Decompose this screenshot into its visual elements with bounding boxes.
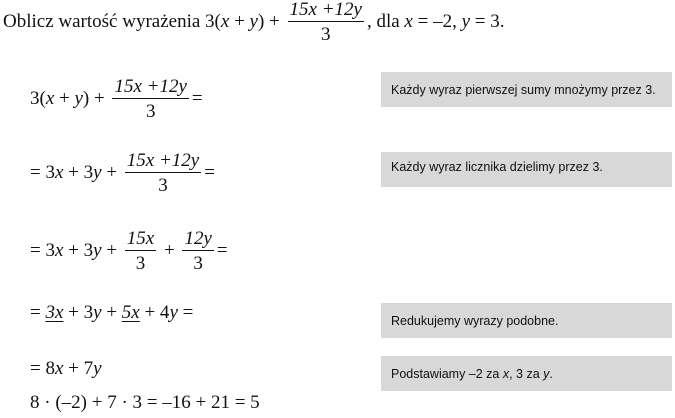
plus-sign: + bbox=[101, 302, 122, 323]
step-text: + 7 bbox=[63, 358, 94, 379]
fraction-denominator: 3 bbox=[193, 253, 203, 274]
fraction-denominator: 3 bbox=[158, 175, 168, 196]
var-x: x bbox=[54, 240, 64, 261]
step-text: = 3 bbox=[30, 162, 55, 183]
task-fraction bbox=[288, 0, 364, 44]
step-2 bbox=[30, 152, 215, 194]
plus-sign: + bbox=[229, 11, 250, 32]
paren-close: ) + bbox=[257, 11, 285, 32]
task-statement bbox=[3, 0, 505, 45]
var-y: y bbox=[93, 162, 102, 183]
step-text: = 8 bbox=[30, 358, 55, 379]
var-y: y bbox=[93, 240, 102, 261]
var-x: x bbox=[404, 11, 413, 32]
equals-sign: = bbox=[204, 162, 215, 183]
task-prefix: Oblicz wartość wyrażenia 3( bbox=[3, 11, 221, 32]
fraction-numerator: 15x +12y bbox=[126, 150, 200, 171]
dla-label: , dla bbox=[366, 11, 405, 32]
note-multiply bbox=[381, 72, 672, 107]
fraction-numerator: 15x +12y bbox=[114, 76, 187, 97]
note-text: Każdy wyraz pierwszej sumy mnożymy przez 3. bbox=[391, 82, 656, 97]
note-var-x: x bbox=[502, 366, 510, 381]
step-5 bbox=[30, 356, 102, 382]
x-value: = –2, bbox=[412, 11, 462, 32]
step-6 bbox=[30, 390, 260, 416]
fraction-numerator: 12y bbox=[184, 228, 212, 249]
equals-sign: = bbox=[177, 302, 194, 323]
note-divide bbox=[381, 152, 672, 187]
fraction-denominator: 3 bbox=[145, 101, 156, 122]
plus-sign: + bbox=[54, 88, 75, 109]
step-text: = bbox=[30, 302, 46, 323]
step-text: + 3 bbox=[63, 302, 94, 323]
note-text: Redukujemy wyrazy podobne. bbox=[391, 313, 559, 328]
var-y: y bbox=[461, 11, 471, 32]
step-text: 3( bbox=[30, 88, 46, 109]
underlined-term: 5x bbox=[121, 302, 140, 323]
fraction-denominator: 3 bbox=[135, 253, 146, 274]
step-fraction bbox=[125, 151, 201, 195]
calculation-result: 8 · (–2) + 7 · 3 = –16 + 21 = 5 bbox=[30, 392, 260, 413]
step-fraction bbox=[182, 229, 213, 273]
var-x: x bbox=[54, 358, 64, 379]
step-fraction bbox=[125, 229, 156, 273]
underlined-term: 3x bbox=[45, 302, 64, 323]
step-text: = 3 bbox=[30, 240, 55, 261]
var-x: x bbox=[45, 88, 55, 109]
plus-sign: + bbox=[159, 240, 180, 261]
var-x: x bbox=[220, 11, 230, 32]
var-y: y bbox=[93, 302, 102, 323]
step-text: + 4 bbox=[139, 302, 170, 323]
fraction-numerator: 15x +12y bbox=[289, 0, 362, 20]
step-fraction bbox=[112, 77, 188, 121]
step-4 bbox=[30, 300, 193, 326]
note-reduce bbox=[381, 303, 672, 338]
step-1 bbox=[30, 78, 203, 120]
step-text: + 3 bbox=[63, 240, 94, 261]
note-text: Każdy wyraz licznika dzielimy przez 3. bbox=[391, 160, 603, 174]
var-x: x bbox=[54, 162, 64, 183]
fraction-numerator: 15x bbox=[126, 228, 155, 249]
note-substitute bbox=[381, 356, 672, 391]
var-y: y bbox=[249, 11, 258, 32]
fraction-denominator: 3 bbox=[320, 24, 331, 45]
note-var-y: y bbox=[543, 366, 550, 381]
step-text: ) + bbox=[82, 88, 110, 109]
step-text: + 3 bbox=[63, 162, 94, 183]
var-y: y bbox=[169, 302, 178, 323]
note-text: Podstawiamy –2 za bbox=[391, 366, 503, 381]
equals-sign: = bbox=[191, 88, 203, 109]
var-y: y bbox=[74, 88, 83, 109]
var-y: y bbox=[93, 358, 102, 379]
y-value: = 3. bbox=[470, 11, 505, 32]
plus-sign: + bbox=[101, 162, 122, 183]
plus-sign: + bbox=[101, 240, 122, 261]
equals-sign: = bbox=[216, 240, 228, 261]
note-text: . bbox=[549, 366, 553, 381]
note-text: , 3 za bbox=[509, 366, 544, 381]
step-3 bbox=[30, 230, 228, 272]
